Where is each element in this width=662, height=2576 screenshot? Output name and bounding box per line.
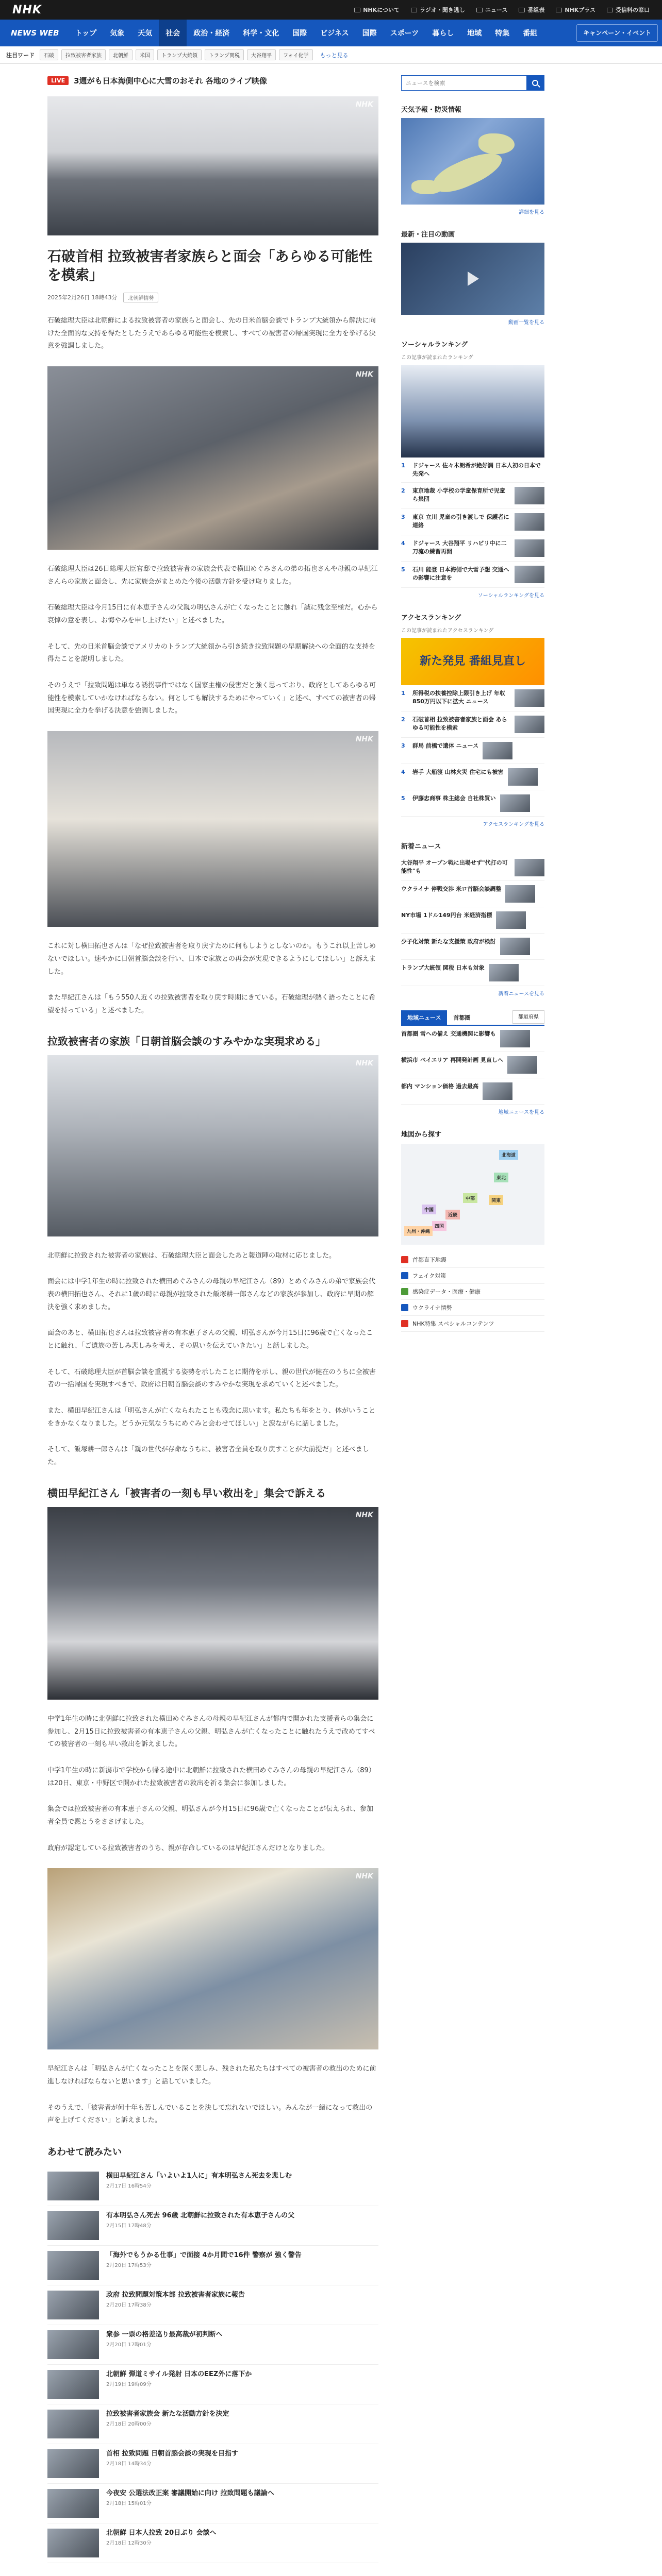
radio-icon <box>411 8 417 12</box>
article-photo-family <box>47 731 378 927</box>
search-icon <box>532 80 538 86</box>
related-item[interactable]: 今夜安 公選法改正案 審議開始に向け 拉致問題も議論へ 2月18日 15時01分 <box>47 2484 378 2523</box>
special-link[interactable]: 首都直下地震 <box>401 1252 544 1268</box>
section-heading: 拉致被害者の家族「日朝首脳会談のすみやかな実現求める」 <box>47 1035 326 1047</box>
region-more-link[interactable]: 地域ニュースを見る <box>498 1109 544 1115</box>
new-news-more-link[interactable]: 新着ニュースを見る <box>498 991 544 997</box>
news-icon <box>476 8 483 12</box>
social-ranking-more-link[interactable]: ソーシャルランキングを見る <box>477 592 544 599</box>
nav-society[interactable]: 社会 <box>159 20 187 46</box>
nav-forecast[interactable]: 天気 <box>138 29 153 38</box>
related-thumbnail <box>47 2529 99 2557</box>
article-paragraph: 集会では拉致被害者の有本恵子さんの父親、明弘さんが今月15日に96歳で亡くなったことが伝えられ、参加者全員で黙とうをささげました。 <box>47 1805 373 1826</box>
article-paragraph: 面会には中学1年生の時に拉致された横田めぐみさんの母親の早紀江さん（89）とめぐみさんの弟で家族会代表の横田拓也さん、それに1歳の時に母親が拉致された飯塚耕一郎さんなどの家族が参加し、政府に早期の解決を強く求めました。 <box>47 1278 375 1311</box>
nhk-watermark: NHK <box>355 735 373 744</box>
top-link-radio[interactable]: ラジオ・聞き逃し <box>411 6 465 14</box>
link-icon <box>401 1272 408 1279</box>
ranking-item[interactable]: 5 伊藤忠商事 株主総会 自社株買い <box>401 790 544 817</box>
region-kinki[interactable]: 近畿 <box>445 1210 460 1219</box>
trending-chip[interactable]: 石破 <box>40 49 58 60</box>
nav-business[interactable]: ビジネス <box>320 29 349 38</box>
article-column <box>47 64 378 2563</box>
region-news-item[interactable]: 都内 マンション価格 過去最高 <box>401 1078 544 1105</box>
nav-sports[interactable]: スポーツ <box>390 29 419 38</box>
ranking-item[interactable]: 2 石破首相 拉致被害者家族と面会 あらゆる可能性を模索 <box>401 711 544 738</box>
related-item[interactable]: 北朝鮮 日本人拉致 20日ぶり 会談へ 2月18日 12時30分 <box>47 2523 378 2563</box>
region-map-heading: 地図から探す <box>401 1130 442 1139</box>
nav-intl[interactable]: 国際 <box>292 29 307 38</box>
nav-top[interactable]: トップ <box>75 29 97 38</box>
trending-chip[interactable]: トランプ関税 <box>205 49 244 60</box>
special-link[interactable]: フェイク対策 <box>401 1268 544 1284</box>
trending-chip[interactable]: 大谷翔平 <box>247 49 276 60</box>
top-link-schedule[interactable]: 番組表 <box>519 6 544 14</box>
article-paragraph: 面会のあと、横田拓也さんは拉致被害者の有本恵子さんの父親、明弘さんが今月15日に96歳で亡くなったことに触れ、「ご遺族の苦しみ悲しみを考え、その思いを伝えていきたい」と話しました。 <box>47 1329 373 1350</box>
social-ranking-sub: この記事が読まれたランキング <box>401 355 473 361</box>
article-paragraph: 早紀江さんは「明弘さんが亡くなったことを深く悲しみ、残された私たちはすべての被害者の救出のために前進しなければならないと思います」と話していました。 <box>47 2065 376 2086</box>
related-item[interactable]: 「海外でもうかる仕事」で面接 4か月間で16件 警察が 強く警告 2月20日 17時53分 <box>47 2246 378 2285</box>
nhk-watermark: NHK <box>355 100 373 109</box>
nhk-watermark: NHK <box>355 1511 373 1519</box>
top-link-plus[interactable]: NHKプラス <box>556 6 595 14</box>
link-icon <box>401 1304 408 1311</box>
social-ranking-image[interactable] <box>401 365 544 457</box>
ranking-item[interactable]: 2 東京地裁 小学校の学童保育所で児童ら集団 <box>401 483 544 509</box>
access-ranking-heading: アクセスランキング <box>401 614 461 622</box>
trending-chip[interactable]: 北朝鮮 <box>109 49 133 60</box>
social-ranking-heading: ソーシャルランキング <box>401 341 468 349</box>
nav-region[interactable]: 地域 <box>467 29 482 38</box>
nhk-logo[interactable]: NHK <box>12 3 42 16</box>
article-photo-press <box>47 1055 378 1236</box>
article-paragraph: これに対し横田拓也さんは「なぜ拉致被害者を取り戻すために何もしようとしないのか。もうこれ以上苦しめないでほしい。速やかに日朝首脳会談を行い、日本で家族との再会が実現できるようにしてほしい」と訴えました。 <box>47 942 376 976</box>
region-map <box>401 1144 544 1245</box>
nav-weather[interactable]: 気象 <box>110 29 125 38</box>
region-kyushu[interactable]: 九州・沖縄 <box>404 1226 433 1236</box>
tab-region[interactable]: 地域ニュース <box>401 1010 447 1025</box>
related-thumbnail <box>47 2449 99 2478</box>
promo-banner[interactable]: 新た発見 番組見直し <box>401 638 544 685</box>
article-photo-pm <box>47 366 378 550</box>
access-ranking-more-link[interactable]: アクセスランキングを見る <box>483 821 544 827</box>
article-tag[interactable]: 北朝鮮情勢 <box>123 293 158 302</box>
article-date: 2025年2月26日 18時43分 <box>47 294 118 301</box>
ranking-item[interactable]: 4 岩手 大船渡 山林火災 住宅にも被害 <box>401 764 544 790</box>
article-paragraph: そのうえで「拉致問題は単なる誘拐事件ではなく国家主権の侵害だと強く思っており、政府としてあらゆる可能性を模索していかなければならない。何としても解決するためにやっていく」と述べ、すべての被害者の帰国実現に全力を挙げる決意を強調しました。 <box>47 682 376 715</box>
nav-feature[interactable]: 特集 <box>495 29 510 38</box>
article-photo-portrait <box>47 1868 378 2049</box>
news-item[interactable]: ウクライナ 停戦交渉 米ロ首脳会談調整 <box>401 881 544 907</box>
prefecture-select[interactable]: 都道府県 <box>512 1010 544 1024</box>
article-paragraph: そして、先の日米首脳会談でアメリカのトランプ大統領から引き続き拉致問題の早期解決への全面的な支持を得たことを説明しました。 <box>47 642 375 664</box>
link-icon <box>401 1320 408 1327</box>
ranking-item[interactable]: 3 群馬 前橋で遺体 ニュース <box>401 738 544 764</box>
weather-map[interactable] <box>401 118 544 205</box>
nav-intl-2[interactable]: 国際 <box>362 29 377 38</box>
related-item[interactable]: 首相 拉致問題 日朝首脳会談の実現を目指す 2月18日 14時34分 <box>47 2444 378 2484</box>
special-links <box>401 1252 544 1332</box>
related-thumbnail <box>47 2251 99 2280</box>
region-hokkaido[interactable]: 北海道 <box>499 1150 518 1160</box>
article-meta <box>47 293 378 302</box>
special-link[interactable]: NHK特集 スペシャルコンテンツ <box>401 1316 544 1332</box>
map-land <box>478 133 515 154</box>
search-input[interactable] <box>402 76 526 90</box>
related-item[interactable]: 拉致被害者家族会 新たな活動方針を決定 2月18日 20時00分 <box>47 2404 378 2444</box>
article-paragraph: 北朝鮮に拉致された被害者の家族は、石破総理大臣と面会したあと報道陣の取材に応じました。 <box>47 1251 336 1260</box>
live-text: 3週がも日本海側中心に大雪のおそれ 各地のライブ映像 <box>74 76 267 86</box>
article-paragraph: そして、飯塚耕一郎さんは「親の世代が存命なうちに、被害者全員を取り戻すことが大前提だ」と述べました。 <box>47 1446 369 1467</box>
nav-life[interactable]: 暮らし <box>432 29 454 38</box>
related-thumbnail <box>47 2291 99 2319</box>
region-shikoku[interactable]: 四国 <box>432 1221 446 1231</box>
live-strip[interactable] <box>47 75 378 86</box>
article-paragraph: 中学1年生の時に新潟市で学校から帰る途中に北朝鮮に拉致された横田めぐみさんの母親の早紀江さん（89）は20日、東京・中野区で開かれた拉致被害者の救出を祈る集会に参加しました。 <box>47 1766 375 1787</box>
search-box <box>401 75 544 91</box>
related-item[interactable]: 横田早紀江さん「いよいよ1人に」有本明弘さん死去を悲しむ 2月17日 16時54分 <box>47 2166 378 2206</box>
ranking-item[interactable]: 1 所得税の扶養控除上限引き上げ 年収850万円以下に拡大 ニュース <box>401 685 544 711</box>
tv-icon <box>354 8 360 12</box>
related-thumbnail <box>47 2410 99 2438</box>
related-thumbnail <box>47 2370 99 2399</box>
nav-politics[interactable]: 政治・経済 <box>193 29 230 38</box>
trending-chip[interactable]: トランプ大統領 <box>157 49 202 60</box>
top-link-news[interactable]: ニュース <box>476 6 507 14</box>
nav-program[interactable]: 番組 <box>523 29 538 38</box>
region-kanto[interactable]: 関東 <box>489 1195 503 1205</box>
video-player[interactable] <box>401 243 544 315</box>
live-badge: LIVE <box>47 76 69 85</box>
article-photo-meeting <box>47 96 378 235</box>
article-photo-sakie <box>47 1507 378 1700</box>
top-link-fee[interactable]: 受信料の窓口 <box>607 6 650 14</box>
new-news-heading: 新着ニュース <box>401 842 441 851</box>
map-land <box>411 180 442 194</box>
article-paragraph: また、横田早紀江さんは「明弘さんが亡くなられたことも残念に思います。私たちも年をとり、体がいうことをきかなくなりました。どうか元気なうちにめぐみと会わせてほしい」と涙ながらに話しました。 <box>47 1407 375 1428</box>
article-paragraph: 石破総理大臣は北朝鮮による拉致被害者の家族らと面会し、先の日米首脳会談でトランプ大統領から解決に向けた全面的な支持を得たとしたうえであらゆる可能性を模索し、すべての被害者の帰国実現に全力を挙げる決意を強調しました。 <box>47 316 376 350</box>
ranking-item[interactable]: 4 ドジャース 大谷翔平 リハビリ中に二刀流の練習再開 <box>401 535 544 562</box>
article-paragraph: そして、石破総理大臣が首脳会談を重視する姿勢を示したことに期待を示し、親の世代が健在のうちに全被害者の一括帰国を実現すべきで、政府は日朝首脳会談のすみやかな実現を求めていくと述べました。 <box>47 1368 376 1389</box>
related-item[interactable]: 有本明弘さん死去 96歳 北朝鮮に拉致された有本恵子さんの父 2月15日 17時48分 <box>47 2206 378 2246</box>
link-icon <box>401 1288 408 1295</box>
nav-science[interactable]: 科学・文化 <box>243 29 279 38</box>
article-paragraph: 石破総理大臣は26日総理大臣官邸で拉致被害者の家族会代表で横田めぐみさんの弟の拓也さんや母親の早紀江さんらの家族と面会し、先に家族会がまとめた今後の活動方針を受け取りました。 <box>47 565 378 586</box>
trending-label: 注目ワード <box>6 52 35 59</box>
article-paragraph: そのうえで、「被害者が何十年も苦しんでいることを決して忘れないでほしい。みんなが一緒になって救出の声を上げてください」と訴えました。 <box>47 2104 373 2125</box>
yen-icon <box>607 8 613 12</box>
news-item[interactable]: 大谷翔平 オープン戦に出場せず"代打の可能性"も <box>401 855 544 881</box>
related-thumbnail <box>47 2211 99 2240</box>
section-heading: 横田早紀江さん「被害者の一刻も早い救出を」集会で訴える <box>47 1486 326 1499</box>
article-paragraph: 政府が認定している拉致被害者のうち、親が存命しているのは早紀江さんだけとなりました。 <box>47 1844 329 1852</box>
nhk-watermark: NHK <box>355 1872 373 1881</box>
trending-chip[interactable]: フォイ化学 <box>279 49 313 60</box>
trending-more-link[interactable]: もっと見る <box>320 52 349 59</box>
trending-chip[interactable]: 米国 <box>136 49 154 60</box>
ranking-item[interactable]: 1 ドジャース 佐々木朗希が絶好調 日本人初の日本で先発へ <box>401 457 544 483</box>
ranking-item[interactable]: 5 石川 能登 日本海側で大雪予想 交通への影響に注意を <box>401 562 544 588</box>
region-chubu[interactable]: 中部 <box>463 1193 477 1203</box>
video-more-link[interactable]: 動画一覧を見る <box>508 320 544 326</box>
related-heading: あわせて読みたい <box>47 2147 122 2158</box>
nav-brand[interactable]: NEWS WEB <box>11 28 59 38</box>
special-link[interactable]: 感染症データ・医療・健康 <box>401 1284 544 1300</box>
link-icon <box>401 1256 408 1263</box>
ranking-item[interactable]: 3 東京 立川 児童の引き渡しで 保護者に連絡 <box>401 509 544 535</box>
news-item[interactable]: 少子化対策 新たな支援策 政府が検討 <box>401 934 544 960</box>
top-bar <box>0 0 662 20</box>
related-item[interactable]: 政府 拉致問題対策本部 拉致被害者家族に報告 2月20日 17時38分 <box>47 2285 378 2325</box>
play-icon <box>556 8 562 12</box>
region-news-item[interactable]: 首都圏 雪への備え 交通機関に影響も <box>401 1026 544 1052</box>
weather-heading: 天気予報・防災情報 <box>401 106 462 114</box>
search-button[interactable] <box>526 76 544 90</box>
calendar-icon <box>519 8 525 12</box>
news-item[interactable]: NY市場 1ドル149円台 米経済指標 <box>401 907 544 934</box>
region-tohoku[interactable]: 東北 <box>494 1173 508 1182</box>
region-tabs <box>401 1010 544 1026</box>
article-paragraph: 中学1年生の時に北朝鮮に拉致された横田めぐみさんの母親の早紀江さんが都内で開かれた支援者らの集会に参加し、2月15日に拉致被害者の有本恵子さんの父親、明弘さんが亡くなったことに触れたうえで改めてすべての被害者の一刻も早い救出を訴えました。 <box>47 1715 375 1749</box>
nhk-watermark: NHK <box>355 1059 373 1067</box>
related-item[interactable]: 北朝鮮 弾道ミサイル発射 日本のEEZ外に落下か 2月19日 19時09分 <box>47 2365 378 2404</box>
tab-shutoken[interactable]: 首都圏 <box>453 1014 471 1021</box>
access-ranking-sub: この記事が読まれたアクセスランキング <box>401 628 494 634</box>
special-link[interactable]: ウクライナ情勢 <box>401 1300 544 1316</box>
article-paragraph: 石破総理大臣は今月15日に有本恵子さんの父親の明弘さんが亡くなったことに触れ「誠に残念至極だ。心から哀悼の意を表し、お悔やみを申し上げたい」と述べました。 <box>47 604 378 624</box>
nav-campaign[interactable]: キャンペーン・イベント <box>576 24 658 42</box>
related-thumbnail <box>47 2330 99 2359</box>
main-nav <box>0 20 662 46</box>
trending-words <box>0 46 662 64</box>
trending-chip[interactable]: 拉致被害者家族 <box>61 49 106 60</box>
related-thumbnail <box>47 2489 99 2518</box>
article-paragraph: また早紀江さんは「もう550人近くの拉致被害者を取り戻す時期にきている。石破総理が熱く語ったことに希望を持っている」と述べました。 <box>47 994 375 1014</box>
region-news-item[interactable]: 横浜市 ベイエリア 再開発計画 見直しへ <box>401 1052 544 1078</box>
article-title: 石破首相 拉致被害者家族らと面会「あらゆる可能性を模索」 <box>47 249 373 284</box>
weather-more-link[interactable]: 詳細を見る <box>519 210 544 215</box>
sidebar <box>401 64 544 1332</box>
region-chugoku[interactable]: 中国 <box>422 1205 436 1214</box>
video-heading: 最新・注目の動画 <box>401 231 455 239</box>
top-link-about[interactable]: NHKについて <box>354 6 400 14</box>
related-thumbnail <box>47 2172 99 2200</box>
nhk-watermark: NHK <box>355 370 373 379</box>
related-list <box>47 2166 378 2563</box>
top-links <box>354 6 650 14</box>
news-item[interactable]: トランプ大統領 関税 日本も対象 <box>401 960 544 986</box>
related-item[interactable]: 衆参 一票の格差巡り最高裁が初判断へ 2月20日 17時01分 <box>47 2325 378 2365</box>
